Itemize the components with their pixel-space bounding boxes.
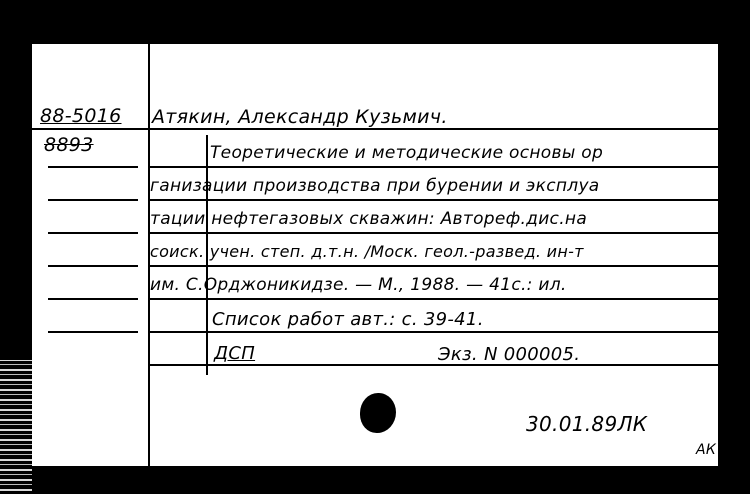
title-line: ганизации производства при бурении и эксплуа [150, 176, 600, 196]
margin-dash [48, 331, 138, 333]
bibliography-note: Список работ авт.: с. 39-41. [212, 309, 484, 330]
margin-dash [48, 265, 138, 267]
publication-line: им. С.Орджоникидзе. — М., 1988. — 41с.: ил. [150, 275, 567, 295]
scan-border-right [718, 44, 750, 494]
margin-dash [48, 232, 138, 234]
scan-border-top [0, 0, 750, 44]
call-number-secondary: 8893 [44, 134, 94, 156]
date-stamp: 30.01.89ЛК [526, 412, 648, 436]
row-rule [148, 166, 718, 168]
margin-dash [48, 166, 138, 168]
title-line: тации нефтегазовых скважин: Автореф.дис.на [150, 209, 588, 229]
row-rule [148, 232, 718, 234]
corner-mark: АК [696, 442, 717, 458]
call-number-primary: 88-5016 [40, 105, 122, 127]
copy-number: Экз. N 000005. [438, 344, 581, 365]
row-rule [148, 199, 718, 201]
margin-dash [48, 199, 138, 201]
scan-edge-noise [0, 360, 32, 494]
author-heading: Атякин, Александр Кузьмич. [152, 106, 448, 128]
margin-dash [48, 298, 138, 300]
restriction-mark: ДСП [214, 343, 256, 364]
heading-rule [32, 128, 718, 130]
title-line: Теоретические и методические основы ор [210, 143, 604, 163]
publication-line: соиск. учен. степ. д.т.н. /Моск. геол.-развед. ин-т [150, 242, 584, 261]
row-rule [148, 298, 718, 300]
row-rule [148, 265, 718, 267]
row-rule [148, 364, 718, 366]
row-rule [148, 331, 718, 333]
